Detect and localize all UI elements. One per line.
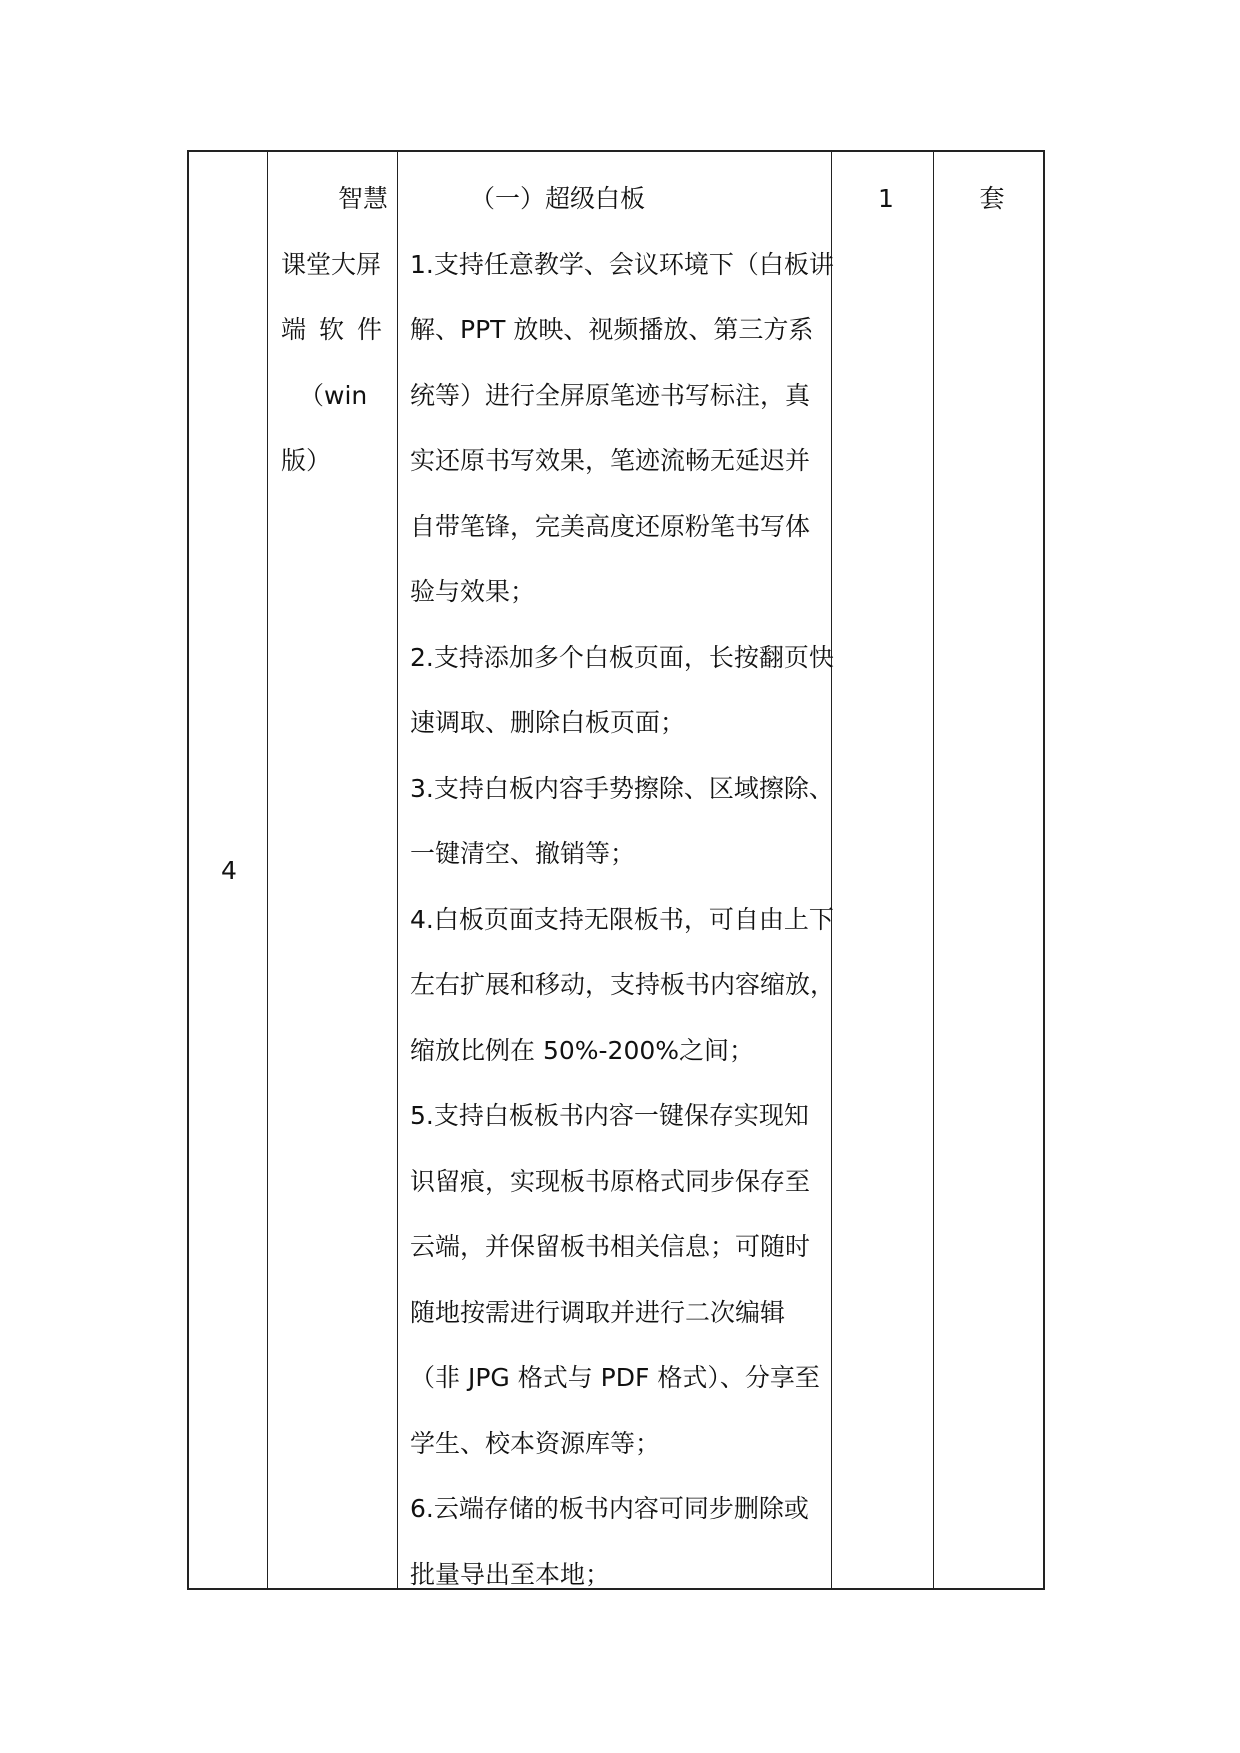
description-line: 解、PPT 放映、视频播放、第三方系 [410, 315, 814, 344]
description-line: 验与效果； [410, 577, 536, 606]
item-description-cell [410, 166, 836, 1607]
description-line: 3.支持白板内容手势擦除、区域擦除、 [410, 773, 834, 803]
item-name-line: 端软件 [281, 315, 396, 344]
column-divider [933, 152, 934, 1588]
description-line: 5.支持白板板书内容一键保存实现知 [410, 1101, 809, 1130]
item-index-cell [189, 152, 269, 1588]
quantity-cell [835, 166, 937, 232]
description-line: 6.云端存储的板书内容可同步删除或 [410, 1494, 809, 1523]
description-line: 1.支持任意教学、会议环境下（白板讲 [410, 249, 834, 279]
description-line: 学生、校本资源库等； [410, 1428, 661, 1458]
description-line: 云端，并保留板书相关信息；可随时 [410, 1232, 811, 1261]
description-heading: （一）超级白板 [470, 184, 646, 213]
item-name-line: （win [299, 380, 368, 410]
unit-value: 套 [979, 184, 1005, 213]
item-name-line: 版） [281, 446, 332, 475]
description-line: 识留痕，实现板书原格式同步保存至 [410, 1166, 811, 1196]
description-line: 统等）进行全屏原笔迹书写标注，真 [410, 380, 811, 410]
description-line: 自带笔锋，完美高度还原粉笔书写体 [410, 511, 811, 541]
description-line: 4.白板页面支持无限板书，可自由上下 [410, 904, 834, 934]
item-name-cell [281, 166, 396, 494]
description-line: 2.支持添加多个白板页面，长按翻页快 [410, 642, 834, 672]
description-line: 缩放比例在 50%-200%之间； [410, 1035, 755, 1065]
column-divider [831, 152, 832, 1588]
quantity-value: 1 [878, 184, 894, 213]
item-name-line: 智慧 [337, 184, 388, 213]
description-line: 实还原书写效果，笔迹流畅无延迟并 [410, 446, 811, 475]
item-index: 4 [221, 855, 237, 885]
description-line: 左右扩展和移动，支持板书内容缩放， [410, 970, 836, 999]
description-line: 速调取、删除白板页面； [410, 708, 686, 737]
column-divider [397, 152, 398, 1588]
item-name-line: 课堂大屏 [281, 249, 382, 279]
unit-cell [939, 166, 1045, 232]
description-line: （非 JPG 格式与 PDF 格式）、分享至 [410, 1363, 820, 1392]
spec-table [187, 150, 1045, 1590]
description-line: 随地按需进行调取并进行二次编辑 [410, 1297, 786, 1327]
description-line: 一键清空、撤销等； [410, 839, 636, 868]
description-line: 批量导出至本地； [410, 1559, 611, 1589]
